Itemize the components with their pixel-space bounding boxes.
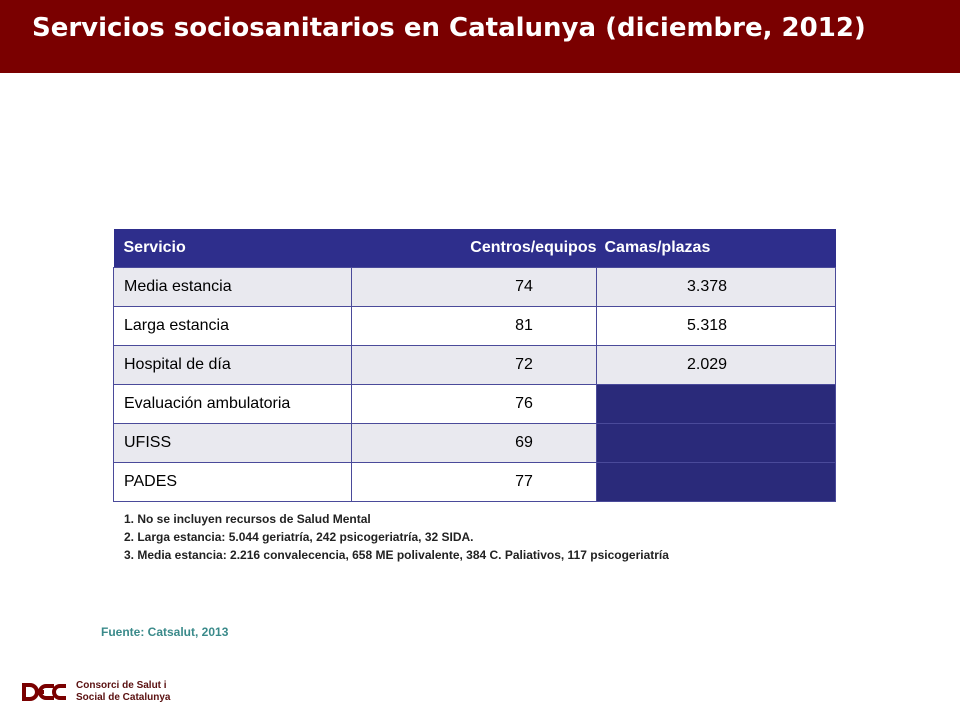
table-row [114, 463, 836, 502]
cell-centros: 81 [352, 307, 597, 346]
cell-servicio: Media estancia [114, 268, 352, 307]
cell-centros: 72 [352, 346, 597, 385]
column-header-camas: Camas/plazas [597, 229, 836, 268]
title-bar [0, 0, 960, 73]
footnote: 3. Media estancia: 2.216 convalecencia, 658 ME polivalente, 384 C. Paliativos, 117 psicogeriatría [124, 548, 669, 562]
cell-camas-empty [597, 385, 836, 424]
cell-servicio: Hospital de día [114, 346, 352, 385]
cell-centros: 69 [352, 424, 597, 463]
table-row [114, 307, 836, 346]
cell-servicio: Evaluación ambulatoria [114, 385, 352, 424]
services-table [113, 229, 836, 502]
table-row [114, 268, 836, 307]
logo-text [76, 680, 170, 704]
footnotes [124, 510, 669, 564]
table-row [114, 385, 836, 424]
cell-centros: 77 [352, 463, 597, 502]
cell-servicio: Larga estancia [114, 307, 352, 346]
cell-camas-empty [597, 424, 836, 463]
table-header-row [114, 229, 836, 268]
cell-camas: 5.318 [597, 307, 836, 346]
cell-servicio: PADES [114, 463, 352, 502]
cell-centros: 76 [352, 385, 597, 424]
column-header-centros: Centros/equipos [352, 229, 597, 268]
logo [20, 680, 170, 704]
table-row [114, 424, 836, 463]
footnote: 2. Larga estancia: 5.044 geriatría, 242 psicogeriatría, 32 SIDA. [124, 530, 474, 544]
cell-centros: 74 [352, 268, 597, 307]
source-note: Fuente: Catsalut, 2013 [101, 625, 229, 639]
logo-line: Consorci de Salut i [76, 680, 167, 691]
table-row [114, 346, 836, 385]
cell-camas-empty [597, 463, 836, 502]
page-title: Servicios sociosanitarios en Catalunya (diciembre, 2012) [32, 13, 866, 43]
cell-camas: 3.378 [597, 268, 836, 307]
cell-camas: 2.029 [597, 346, 836, 385]
footnote: 1. No se incluyen recursos de Salud Mental [124, 512, 371, 526]
logo-line: Social de Catalunya [76, 692, 171, 703]
column-header-servicio: Servicio [114, 229, 352, 268]
cssc-logo-icon [20, 680, 68, 704]
cell-servicio: UFISS [114, 424, 352, 463]
